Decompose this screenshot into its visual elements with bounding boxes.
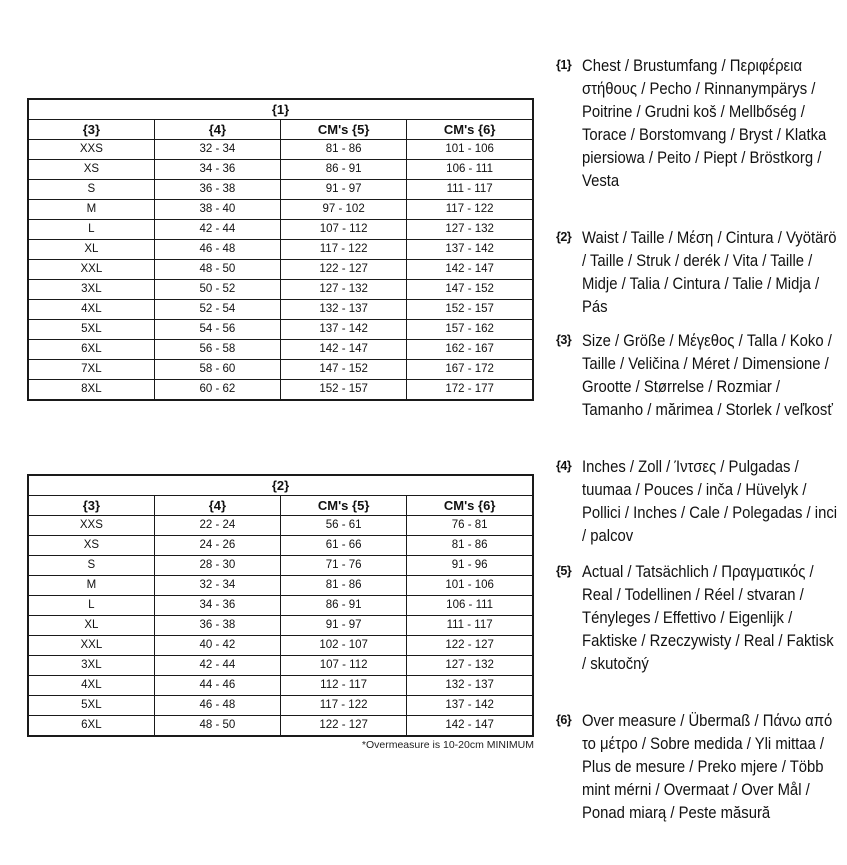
legend-number: {3} bbox=[556, 333, 572, 347]
table-cell: 58 - 60 bbox=[154, 360, 280, 380]
table-cell: 122 - 127 bbox=[281, 260, 407, 280]
legend-text: Waist / Taille / Μέση / Cintura / Vyötärö / Taille / Struk / derék / Vita / Taille / Midje / Talia / Cintura / Talie / Midja / Pás bbox=[582, 229, 837, 316]
table-cell: 117 - 122 bbox=[407, 200, 533, 220]
table-cell: 162 - 167 bbox=[407, 340, 533, 360]
table-row bbox=[28, 220, 533, 240]
table-cell: 8XL bbox=[28, 380, 154, 401]
legend-text: Actual / Tatsächlich / Πραγματικός / Real / Todellinen / Réel / stvaran / Tényleges / Effettivo / Eigenlijk / Faktiske / Rzeczywisty / Real / Faktisk / skutočný bbox=[582, 563, 834, 673]
table-row bbox=[28, 240, 533, 260]
table-cell: 101 - 106 bbox=[407, 576, 533, 596]
table-cell: S bbox=[28, 180, 154, 200]
table-cell: 32 - 34 bbox=[154, 576, 280, 596]
table-cell: 48 - 50 bbox=[154, 716, 280, 737]
table-cell: 137 - 142 bbox=[407, 696, 533, 716]
table-row bbox=[28, 536, 533, 556]
table-cell: 42 - 44 bbox=[154, 656, 280, 676]
table-cell: 38 - 40 bbox=[154, 200, 280, 220]
table-row bbox=[28, 160, 533, 180]
table-cell: M bbox=[28, 576, 154, 596]
table-cell: XL bbox=[28, 240, 154, 260]
table-row bbox=[28, 260, 533, 280]
table-cell: 112 - 117 bbox=[281, 676, 407, 696]
legend-number: {5} bbox=[556, 564, 572, 578]
table-row bbox=[28, 656, 533, 676]
table-cell: XXL bbox=[28, 260, 154, 280]
table-cell: 132 - 137 bbox=[281, 300, 407, 320]
table-cell: 46 - 48 bbox=[154, 240, 280, 260]
table-title: {1} bbox=[28, 99, 533, 120]
table-cell: 137 - 142 bbox=[281, 320, 407, 340]
table-cell: 172 - 177 bbox=[407, 380, 533, 401]
table-row bbox=[28, 180, 533, 200]
table-row bbox=[28, 576, 533, 596]
table-row bbox=[28, 716, 533, 737]
chest-size-table bbox=[27, 98, 534, 401]
table-cell: 86 - 91 bbox=[281, 596, 407, 616]
table-cell: 5XL bbox=[28, 320, 154, 340]
legend-item-chest bbox=[556, 55, 841, 193]
table-row bbox=[28, 200, 533, 220]
table-cell: L bbox=[28, 220, 154, 240]
table-row bbox=[28, 676, 533, 696]
table-cell: 101 - 106 bbox=[407, 140, 533, 160]
table-cell: 32 - 34 bbox=[154, 140, 280, 160]
table-cell: 24 - 26 bbox=[154, 536, 280, 556]
legend-number: {6} bbox=[556, 713, 572, 727]
legend-item-waist bbox=[556, 227, 841, 319]
table-row bbox=[28, 380, 533, 401]
table-cell: 117 - 122 bbox=[281, 240, 407, 260]
table-cell: 4XL bbox=[28, 300, 154, 320]
table-cell: 107 - 112 bbox=[281, 220, 407, 240]
table-cell: 22 - 24 bbox=[154, 516, 280, 536]
table-cell: L bbox=[28, 596, 154, 616]
table-cell: 71 - 76 bbox=[281, 556, 407, 576]
legend-number: {1} bbox=[556, 58, 572, 72]
table-cell: 147 - 152 bbox=[281, 360, 407, 380]
column-header-overmeasure-cm: CM's {6} bbox=[407, 496, 533, 516]
table-cell: 122 - 127 bbox=[407, 636, 533, 656]
table-row bbox=[28, 360, 533, 380]
column-header-overmeasure-cm: CM's {6} bbox=[407, 120, 533, 140]
table-cell: 127 - 132 bbox=[407, 220, 533, 240]
legend-item-actual bbox=[556, 561, 841, 676]
table-cell: 3XL bbox=[28, 656, 154, 676]
table-cell: 102 - 107 bbox=[281, 636, 407, 656]
table-cell: 5XL bbox=[28, 696, 154, 716]
table-cell: 86 - 91 bbox=[281, 160, 407, 180]
table-cell: 81 - 86 bbox=[407, 536, 533, 556]
overmeasure-note: *Overmeasure is 10-20cm MINIMUM bbox=[361, 739, 534, 751]
waist-size-table bbox=[27, 474, 534, 737]
table-cell: 6XL bbox=[28, 716, 154, 737]
table-cell: 142 - 147 bbox=[281, 340, 407, 360]
table-cell: 132 - 137 bbox=[407, 676, 533, 696]
column-header-size: {3} bbox=[28, 120, 154, 140]
table-cell: 34 - 36 bbox=[154, 596, 280, 616]
table-cell: 147 - 152 bbox=[407, 280, 533, 300]
table-cell: 36 - 38 bbox=[154, 616, 280, 636]
legend-item-inches bbox=[556, 456, 841, 548]
column-header-size: {3} bbox=[28, 496, 154, 516]
table-cell: 52 - 54 bbox=[154, 300, 280, 320]
column-header-actual-cm: CM's {5} bbox=[281, 496, 407, 516]
table-cell: 46 - 48 bbox=[154, 696, 280, 716]
table-cell: 6XL bbox=[28, 340, 154, 360]
table-cell: 152 - 157 bbox=[407, 300, 533, 320]
table-cell: 81 - 86 bbox=[281, 576, 407, 596]
table-cell: 91 - 97 bbox=[281, 616, 407, 636]
table-cell: 50 - 52 bbox=[154, 280, 280, 300]
table-cell: XXS bbox=[28, 516, 154, 536]
legend-item-size bbox=[556, 330, 841, 422]
table-cell: 117 - 122 bbox=[281, 696, 407, 716]
table-cell: XS bbox=[28, 536, 154, 556]
table-cell: 3XL bbox=[28, 280, 154, 300]
table-cell: 56 - 61 bbox=[281, 516, 407, 536]
table-cell: 42 - 44 bbox=[154, 220, 280, 240]
table-cell: M bbox=[28, 200, 154, 220]
table-title: {2} bbox=[28, 475, 533, 496]
table-row bbox=[28, 556, 533, 576]
table-row bbox=[28, 140, 533, 160]
legend-number: {2} bbox=[556, 230, 572, 244]
table-body bbox=[28, 516, 533, 737]
table-row bbox=[28, 300, 533, 320]
table-row bbox=[28, 320, 533, 340]
table-cell: 127 - 132 bbox=[407, 656, 533, 676]
table-cell: 36 - 38 bbox=[154, 180, 280, 200]
table-cell: 142 - 147 bbox=[407, 260, 533, 280]
legend-text: Inches / Zoll / Ίντσες / Pulgadas / tuumaa / Pouces / inča / Hüvelyk / Pollici / Inches / Cale / Polegadas / inci / palcov bbox=[582, 458, 838, 545]
table-cell: 56 - 58 bbox=[154, 340, 280, 360]
table-cell: XXL bbox=[28, 636, 154, 656]
legend-text: Size / Größe / Μέγεθος / Talla / Koko / Taille / Veličina / Méret / Dimensione / Grootte / Størrelse / Rozmiar / Tamanho / mărimea / Storlek / veľkosť bbox=[582, 332, 833, 419]
table-cell: 106 - 111 bbox=[407, 160, 533, 180]
table-cell: 111 - 117 bbox=[407, 180, 533, 200]
legend-number: {4} bbox=[556, 459, 572, 473]
legend-text: Over measure / Übermaß / Πάνω από το μέτρο / Sobre medida / Yli mittaa / Plus de mesure / Preko mjere / Több mint mérni / Overmaat / Over Mål / Ponad miarą / Peste măsură bbox=[582, 712, 833, 822]
table-cell: 48 - 50 bbox=[154, 260, 280, 280]
table-cell: 106 - 111 bbox=[407, 596, 533, 616]
table-row bbox=[28, 696, 533, 716]
table-row bbox=[28, 636, 533, 656]
table-cell: 81 - 86 bbox=[281, 140, 407, 160]
table-cell: 91 - 97 bbox=[281, 180, 407, 200]
table-cell: S bbox=[28, 556, 154, 576]
table-row bbox=[28, 516, 533, 536]
table-row bbox=[28, 596, 533, 616]
table-cell: 44 - 46 bbox=[154, 676, 280, 696]
legend-item-overmeasure bbox=[556, 710, 841, 825]
table-row bbox=[28, 280, 533, 300]
table-cell: 60 - 62 bbox=[154, 380, 280, 401]
table-cell: 34 - 36 bbox=[154, 160, 280, 180]
table-cell: 40 - 42 bbox=[154, 636, 280, 656]
table-cell: 111 - 117 bbox=[407, 616, 533, 636]
column-header-inches: {4} bbox=[154, 496, 280, 516]
column-header-inches: {4} bbox=[154, 120, 280, 140]
table-cell: 97 - 102 bbox=[281, 200, 407, 220]
table-cell: 157 - 162 bbox=[407, 320, 533, 340]
table-cell: 107 - 112 bbox=[281, 656, 407, 676]
table-row bbox=[28, 340, 533, 360]
table-cell: 7XL bbox=[28, 360, 154, 380]
table-row bbox=[28, 616, 533, 636]
table-cell: XXS bbox=[28, 140, 154, 160]
table-cell: 61 - 66 bbox=[281, 536, 407, 556]
table-cell: 142 - 147 bbox=[407, 716, 533, 737]
table-cell: 28 - 30 bbox=[154, 556, 280, 576]
table-cell: 167 - 172 bbox=[407, 360, 533, 380]
table-cell: 4XL bbox=[28, 676, 154, 696]
table-cell: 122 - 127 bbox=[281, 716, 407, 737]
table-cell: XL bbox=[28, 616, 154, 636]
table-cell: XS bbox=[28, 160, 154, 180]
column-header-actual-cm: CM's {5} bbox=[281, 120, 407, 140]
table-cell: 152 - 157 bbox=[281, 380, 407, 401]
table-cell: 76 - 81 bbox=[407, 516, 533, 536]
table-cell: 137 - 142 bbox=[407, 240, 533, 260]
legend-text: Chest / Brustumfang / Περιφέρεια στήθους / Pecho / Rinnanympärys / Poitrine / Grudni koš / Mellbőség / Torace / Borstomvang / Bryst / Klatka piersiowa / Peito / Piept / Bröstkorg / Vesta bbox=[582, 57, 827, 190]
table-body bbox=[28, 140, 533, 401]
table-cell: 127 - 132 bbox=[281, 280, 407, 300]
table-cell: 54 - 56 bbox=[154, 320, 280, 340]
table-cell: 91 - 96 bbox=[407, 556, 533, 576]
